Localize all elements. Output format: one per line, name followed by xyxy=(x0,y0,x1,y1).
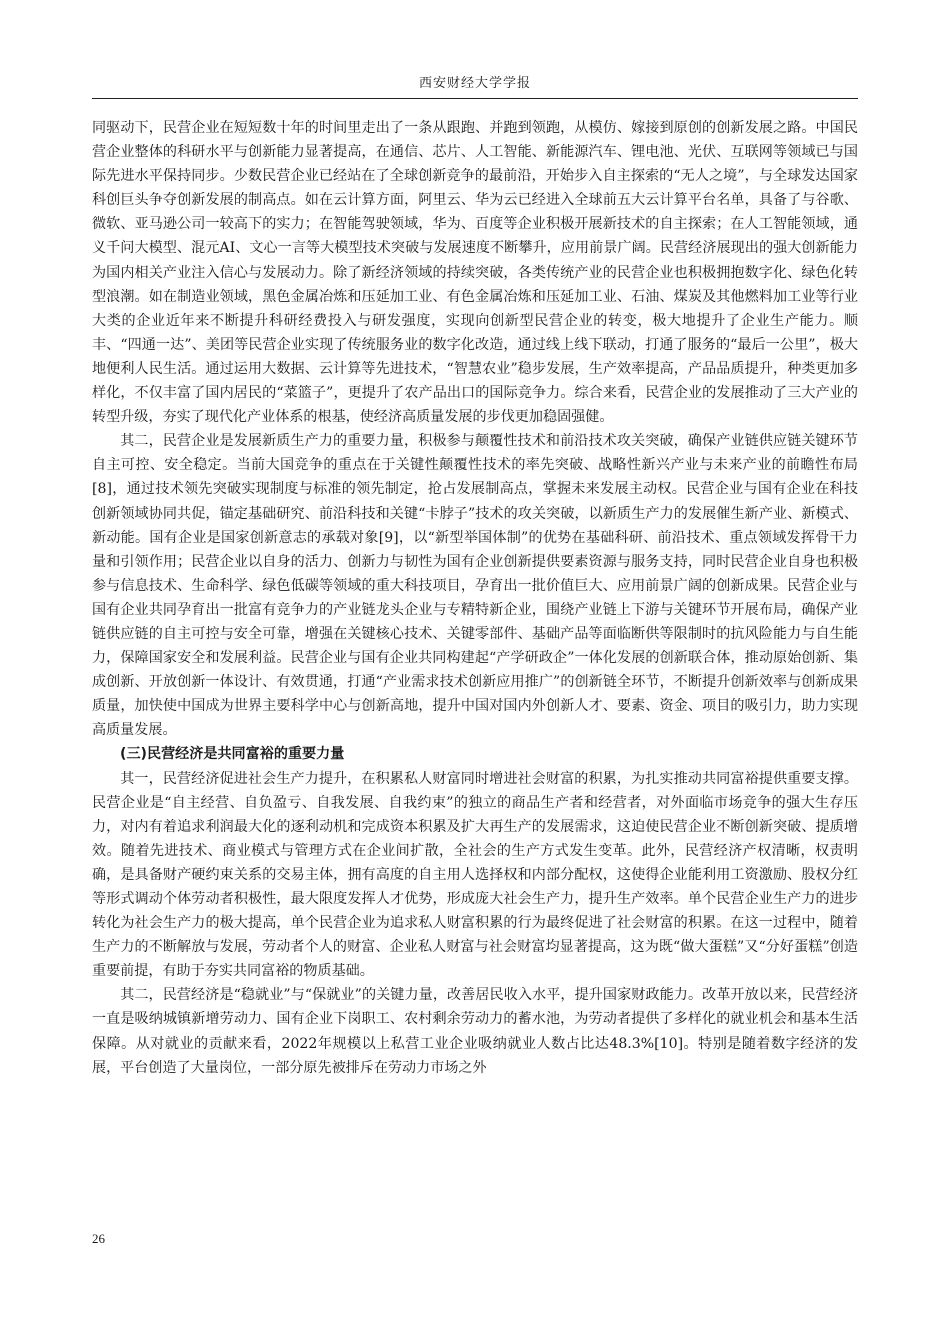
section-heading: (三)民营经济是共同富裕的重要力量 xyxy=(120,746,345,763)
body-paragraph: 其二，民营经济是“稳就业”与“保就业”的关键力量，改善居民收入水平，提升国家财政能力。改革开放以来，民营经济一直是吸纳城镇新增劳动力、国有企业下岗职工、农村剩余劳动力的蓄水池，为劳动者提供了多样化的就业机会和基本生活保障。从对就业的贡献来看，2022年规模以上私营工业企业吸纳就业人数占比达48.3%[10]。特别是随着数字经济的发展，平台创造了大量岗位，一部分原先被排斥在劳动力市场之外 xyxy=(92,987,858,1076)
header-rule xyxy=(92,98,858,99)
running-head: 西安财经大学学报 xyxy=(418,76,531,91)
body-paragraph: 其二，民营企业是发展新质生产力的重要力量，积极参与颠覆性技术和前沿技术攻关突破，确保产业链供应链关键环节自主可控、安全稳定。当前大国竞争的重点在于关键性颠覆性技术的率先突破、战略性新兴产业与未来产业的前瞻性布局[8]，通过技术领先突破实现制度与标准的领先制定，抢占发展制高点，掌握未来发展主动权。民营企业与国有企业在科技创新领域协同共促，锚定基础研究、前沿科技和关键“卡脖子”技术的攻关突破，以新质生产力的发展催生新产业、新模式、新动能。国有企业是国家创新意志的承载对象[9]，以“新型举国体制”的优势在基础科研、前沿技术、重点领域发挥骨干力量和引领作用；民营企业以自身的活力、创新力与韧性为国有企业创新提供要素资源与服务支持，同时民营企业自身也积极参与信息技术、生命科学、绿色低碳等领域的重大科技项目，孕育出一批价值巨大、应用前景广阔的创新成果。民营企业与国有企业共同孕育出一批富有竞争力的产业链龙头企业与专精特新企业，围绕产业链上下游与关键环节开展布局，确保产业链供应链的自主可控与安全可靠，增强在关键核心技术、关键零部件、基础产品等面临断供等限制时的抗风险能力与自生能力，保障国家安全和发展利益。民营企业与国有企业共同构建起“产学研政企”一体化发展的创新联合体，推动原始创新、集成创新、开放创新一体设计、有效贯通，打通“产业需求技术创新应用推广”的创新链全环节，不断提升创新效率与创新成果质量，加快使中国成为世界主要科学中心与创新高地，提升中国对国内外创新人才、要素、资金、项目的吸引力，助力实现高质量发展。 xyxy=(92,433,858,739)
body-paragraph: 其一，民营经济促进社会生产力提升，在积累私人财富同时增进社会财富的积累，为扎实推动共同富裕提供重要支撑。民营企业是“自主经营、自负盈亏、自我发展、自我约束”的独立的商品生产者和经营者，对外面临市场竞争的强大生存压力，对内有着追求利润最大化的逐利动机和完成资本积累及扩大再生产的发展需求，这迫使民营企业不断创新突破、提质增效。随着先进技术、商业模式与管理方式在企业间扩散，全社会的生产方式发生变革。此外，民营经济产权清晰，权责明确，是具备财产硬约束关系的交易主体，拥有高度的自主用人选择权和内部分配权，这使得企业能利用工资激励、股权分红等形式调动个体劳动者积极性，最大限度发挥人才优势，形成庞大社会生产力，提升生产效率。单个民营企业生产力的进步转化为社会生产力的极大提高，单个民营企业为追求私人财富积累的行为最终促进了社会财富的积累。在这一过程中，随着生产力的不断解放与发展，劳动者个人的财富、企业私人财富与社会财富均显著提高，这为既“做大蛋糕”又“分好蛋糕”创造重要前提，有助于夯实共同富裕的物质基础。 xyxy=(92,770,858,980)
page-number: 26 xyxy=(92,1231,105,1246)
article-body xyxy=(92,116,858,1222)
body-paragraph: 同驱动下，民营企业在短短数十年的时间里走出了一条从跟跑、并跑到领跑，从模仿、嫁接到原创的创新发展之路。中国民营企业整体的科研水平与创新能力显著提高，在通信、芯片、人工智能、新能源汽车、锂电池、光伏、互联网等领域已与国际先进水平保持同步。少数民营企业已经站在了全球创新竞争的最前沿，开始步入自主探索的“无人之境”，与全球发达国家科创巨头争夺创新发展的制高点。如在云计算方面，阿里云、华为云已经进入全球前五大云计算平台名单，具备了与谷歌、微软、亚马逊公司一较高下的实力；在智能驾驶领域，华为、百度等企业积极开展新技术的自主探索；在人工智能领域，通义千问大模型、混元AI、文心一言等大模型技术突破与发展速度不断攀升，应用前景广阔。民营经济展现出的强大创新能力为国内相关产业注入信心与发展动力。除了新经济领域的持续突破，各类传统产业的民营企业也积极拥抱数字化、绿色化转型浪潮。如在制造业领域，黑色金属冶炼和压延加工业、有色金属冶炼和压延加工业、石油、煤炭及其他燃料加工业等行业大类的企业近年来不断提升科研经费投入与研发强度，实现向创新型民营企业的转变，极大地提升了企业生产能力。顺丰、“四通一达”、美团等民营企业实现了传统服务业的数字化改造，通过线上线下联动，打通了服务的“最后一公里”，极大地便利人民生活。通过运用大数据、云计算等先进技术，“智慧农业”稳步发展，生产效率提高，产品品质提升，种类更加多样化，不仅丰富了国内居民的“菜篮子”，更提升了农产品出口的国际竞争力。综合来看，民营企业的发展推动了三大产业的转型升级，夯实了现代化产业体系的根基，使经济高质量发展的步伐更加稳固强健。 xyxy=(92,120,858,426)
